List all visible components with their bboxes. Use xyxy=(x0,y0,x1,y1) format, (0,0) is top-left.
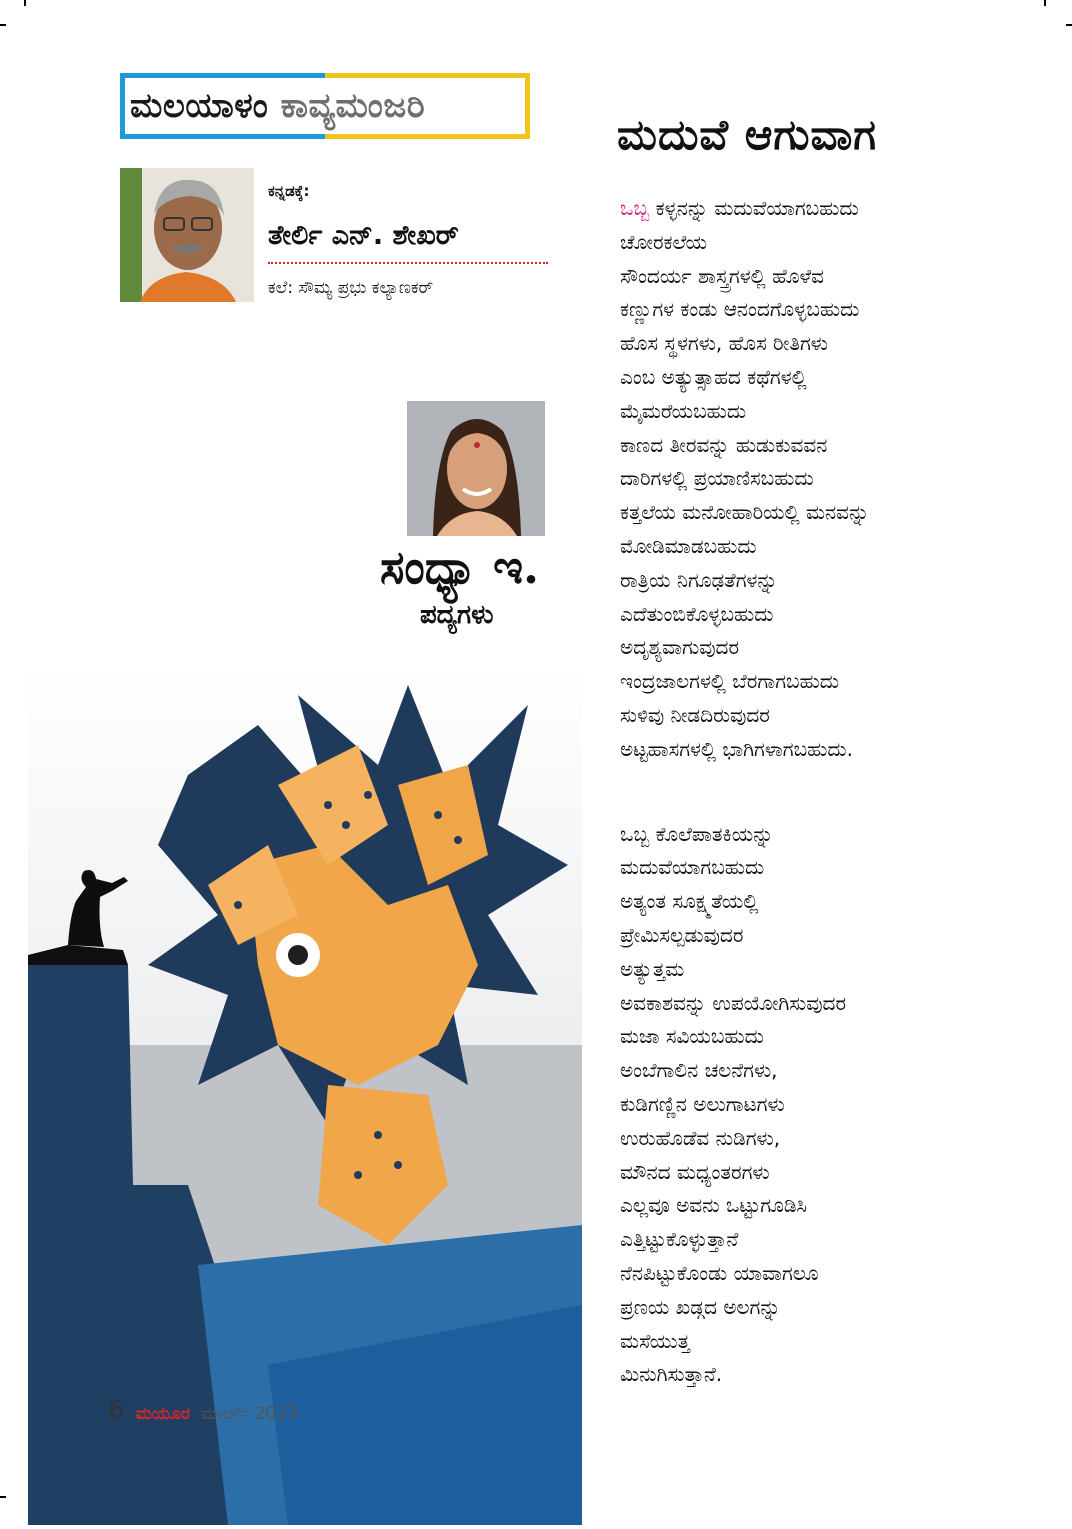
poem-line: ಎತ್ತಿಟ್ಟುಕೊಳ್ಳುತ್ತಾನೆ xyxy=(620,1227,739,1252)
banner-border-yellow xyxy=(325,73,530,78)
poem-line: ಕಣ್ಣುಗಳ ಕಂಡು ಆನಂದಗೊಳ್ಳಬಹುದು xyxy=(620,297,860,322)
crop-mark xyxy=(0,24,6,26)
poem-line: ಸುಳಿವು ನೀಡದಿರುವುದರ xyxy=(620,702,770,727)
poem-line: ಮಿನುಗಿಸುತ್ತಾನೆ. xyxy=(620,1362,723,1387)
poem-line: ಎದೆತುಂಬಿಕೊಳ್ಳಬಹುದು xyxy=(620,601,774,626)
poem-line: ಅದೃಶ್ಯವಾಗುವುದರ xyxy=(620,635,740,660)
poem-line xyxy=(620,192,1060,226)
translator-name: ತೇರ್ಲಿ ಎನ್. ಶೇಖರ್ xyxy=(268,220,459,251)
crop-mark xyxy=(24,0,26,6)
crop-mark xyxy=(1066,24,1072,26)
poem-line: ಕಾಣದ ತೀರವನ್ನು ಹುಡುಕುವವನ xyxy=(620,432,828,457)
translator-label: ಕನ್ನಡಕ್ಕೆ: xyxy=(268,182,310,200)
poem-line: ಪ್ರಣಯ ಖಡ್ಗದ ಅಲಗನ್ನು xyxy=(620,1294,781,1319)
crop-mark xyxy=(1044,0,1046,6)
poem-line: ಅವಕಾಶವನ್ನು ಉಪಯೋಗಿಸುವುದರ xyxy=(620,990,847,1015)
poem-line: ಇಂದ್ರಜಾಲಗಳಲ್ಲಿ ಬೆರಗಾಗಬಹುದು xyxy=(620,669,840,694)
poem-line: ಮಸೆಯುತ್ತ xyxy=(620,1328,690,1353)
poem-line: ಅತ್ಯುತ್ತಮ xyxy=(620,956,685,981)
banner-border-blue xyxy=(120,134,325,139)
poem-line: ಮೋಡಿಮಾಡಬಹುದು xyxy=(620,533,757,558)
poem-line: ಪ್ರೇಮಿಸಲ್ಪಡುವುದರ xyxy=(620,922,744,947)
series-title-part2: ಕಾವ್ಯಮಂಜರಿ xyxy=(280,86,426,126)
first-word: ಒಬ್ಬ xyxy=(620,196,650,220)
translator-photo xyxy=(120,168,254,302)
series-title xyxy=(130,86,425,126)
poet-photo xyxy=(407,401,545,536)
poem-line: ನೆನಪಿಟ್ಟುಕೊಂಡು ಯಾವಾಗಲೂ xyxy=(620,1260,819,1285)
stanza-gap xyxy=(620,767,1060,818)
poem-line: ಅಟ್ಟಹಾಸಗಳಲ್ಲಿ ಭಾಗಿಗಳಾಗಬಹುದು. xyxy=(620,736,853,761)
poem-line: ಚೋರಕಲೆಯ xyxy=(620,229,708,254)
poem-line: ಸೌಂದರ್ಯ ಶಾಸ್ತ್ರಗಳಲ್ಲಿ ಹೊಳೆವ xyxy=(620,263,824,288)
series-title-part1: ಮಲಯಾಳಂ xyxy=(130,86,269,126)
footer xyxy=(108,1396,298,1426)
poem-line: ಮಜಾ ಸವಿಯಬಹುದು xyxy=(620,1024,764,1049)
poet-name: ಸಂಧ್ಯಾ ಇ. xyxy=(380,540,540,594)
divider xyxy=(268,262,548,264)
poem-line: ಎಂಬ ಅತ್ಯುತ್ಸಾಹದ ಕಥೆಗಳಲ್ಲಿ xyxy=(620,364,807,389)
magazine-name: ಮಯೂರ xyxy=(135,1404,190,1424)
poem-line: ಕುಡಿಗಣ್ಣಿನ ಅಲುಗಾಟಗಳು xyxy=(620,1091,785,1116)
crop-mark xyxy=(0,1496,6,1498)
poem-line: ಎಲ್ಲವೂ ಅವನು ಒಟ್ಟುಗೂಡಿಸಿ xyxy=(620,1193,808,1218)
poem-line: ಮೌನದ ಮಧ್ಯಂತರಗಳು xyxy=(620,1159,770,1184)
poem-body xyxy=(620,192,1060,1392)
poem-line: ಅಂಬೆಗಾಲಿನ ಚಲನೆಗಳು, xyxy=(620,1058,778,1083)
poem-line: ಅತ್ಯಂತ ಸೂಕ್ಷ್ಮತೆಯಲ್ಲಿ xyxy=(620,889,759,914)
poem-line: ಕತ್ತಲೆಯ ಮನೋಹಾರಿಯಲ್ಲಿ ಮನವನ್ನು xyxy=(620,500,870,525)
first-line-rest: ಕಳ್ಳನನ್ನು ಮದುವೆಯಾಗಬಹುದು xyxy=(649,196,859,220)
poet-subtitle: ಪದ್ಯಗಳು xyxy=(420,600,494,630)
art-credit: ಕಲೆ: ಸೌಮ್ಯ ಪ್ರಭು ಕಲ್ಯಾಣಕರ್ xyxy=(268,278,434,298)
issue-date: ಮಾರ್ಚ್ 2023 xyxy=(200,1404,298,1424)
poem-line: ಮೈಮರೆಯಬಹುದು xyxy=(620,398,747,423)
poem-line: ಒಬ್ಬ ಕೊಲೆಪಾತಕಿಯನ್ನು xyxy=(620,821,774,846)
poem-title: ಮದುವೆ ಆಗುವಾಗ xyxy=(617,110,878,159)
poem-line: ಉರುಹೊಡೆವ ನುಡಿಗಳು, xyxy=(620,1125,781,1150)
poem-line: ರಾತ್ರಿಯ ನಿಗೂಢತೆಗಳನ್ನು xyxy=(620,567,778,592)
poem-line: ಹೊಸ ಸ್ಥಳಗಳು, ಹೊಸ ರೀತಿಗಳು xyxy=(620,331,829,356)
poem-line: ಮದುವೆಯಾಗಬಹುದು xyxy=(620,855,765,880)
poem-line: ದಾರಿಗಳಲ್ಲಿ ಪ್ರಯಾಣಿಸಬಹುದು xyxy=(620,466,814,491)
page-number: 6 xyxy=(108,1396,125,1426)
